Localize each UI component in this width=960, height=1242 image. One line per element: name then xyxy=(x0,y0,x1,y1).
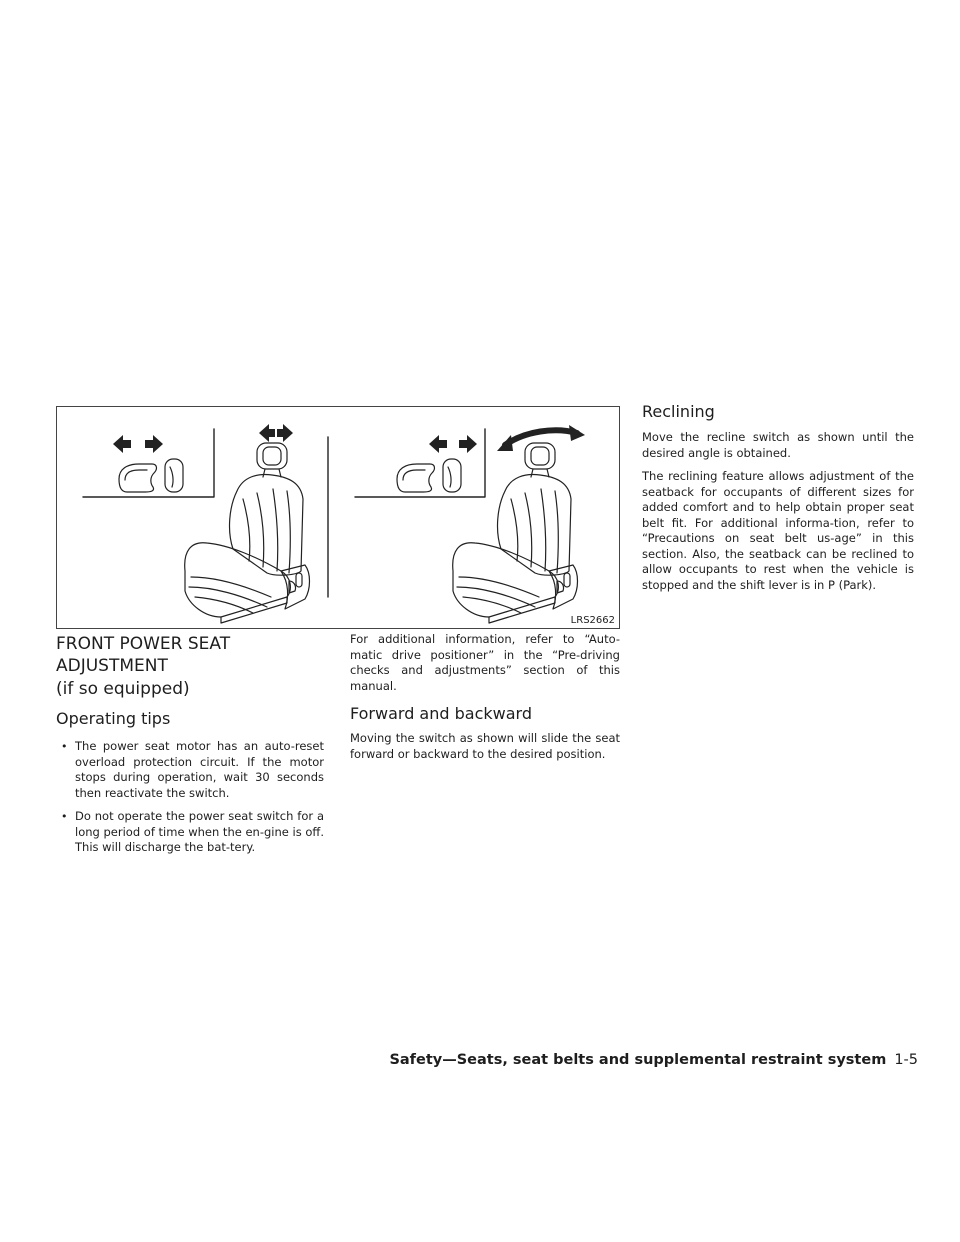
right-panel-switch-inset xyxy=(355,429,485,497)
intro-paragraph: For additional information, refer to “Auto-matic drive positioner” in the “Pre-driving checks and adjustments” section of this manual. xyxy=(350,632,620,693)
left-column xyxy=(56,633,324,864)
footer-section-title: Safety—Seats, seat belts and supplemental restraint system xyxy=(389,1052,887,1068)
section-title-forward-backward: Forward and backward xyxy=(350,704,532,723)
arrow-left-icon xyxy=(429,435,447,453)
reclining-paragraph-1: Move the recline switch as shown until the desired angle is obtained. xyxy=(642,430,914,460)
figure-code: LRS2662 xyxy=(570,615,615,626)
seat-left xyxy=(185,424,310,623)
section-title-operating-tips: Operating tips xyxy=(56,709,171,728)
arrow-left-icon xyxy=(113,435,131,453)
tips-list xyxy=(56,739,324,856)
forward-backward-paragraph: Moving the switch as shown will slide the seat forward or backward to the desired position. xyxy=(350,731,620,761)
seat-adjustment-illustration xyxy=(56,406,620,629)
main-heading-qualifier: (if so equipped) xyxy=(56,679,190,699)
arrow-right-icon xyxy=(145,435,163,453)
seat-diagram xyxy=(57,407,621,630)
arrow-right-icon xyxy=(459,435,477,453)
list-item: • Do not operate the power seat switch for a long period of time when the en-gine is off. This will discharge the bat-tery. xyxy=(56,809,324,856)
page-number: 1-5 xyxy=(894,1052,918,1068)
left-panel-switch-inset xyxy=(83,429,214,497)
reclining-paragraph-2: The reclining feature allows adjustment of the seatback for occupants of different sizes for added comfort and to help obtain proper seat belt fit. For additional informa-tion, refer to “Precautions on seat belt us-age” in this section. Also, the seatback can be reclined to allow occupants to rest when the vehicle is stopped and the shift lever is in P (Park). xyxy=(642,469,914,592)
list-item: • The power seat motor has an auto-reset overload protection circuit. If the motor stops during operation, wait 30 seconds then reactivate the switch. xyxy=(56,739,324,801)
middle-column xyxy=(350,632,620,762)
seat-right xyxy=(453,425,585,623)
section-title-reclining: Reclining xyxy=(642,402,715,421)
right-column xyxy=(642,402,914,593)
main-heading: FRONT POWER SEAT ADJUSTMENT xyxy=(56,634,231,676)
page-footer xyxy=(389,1052,918,1068)
